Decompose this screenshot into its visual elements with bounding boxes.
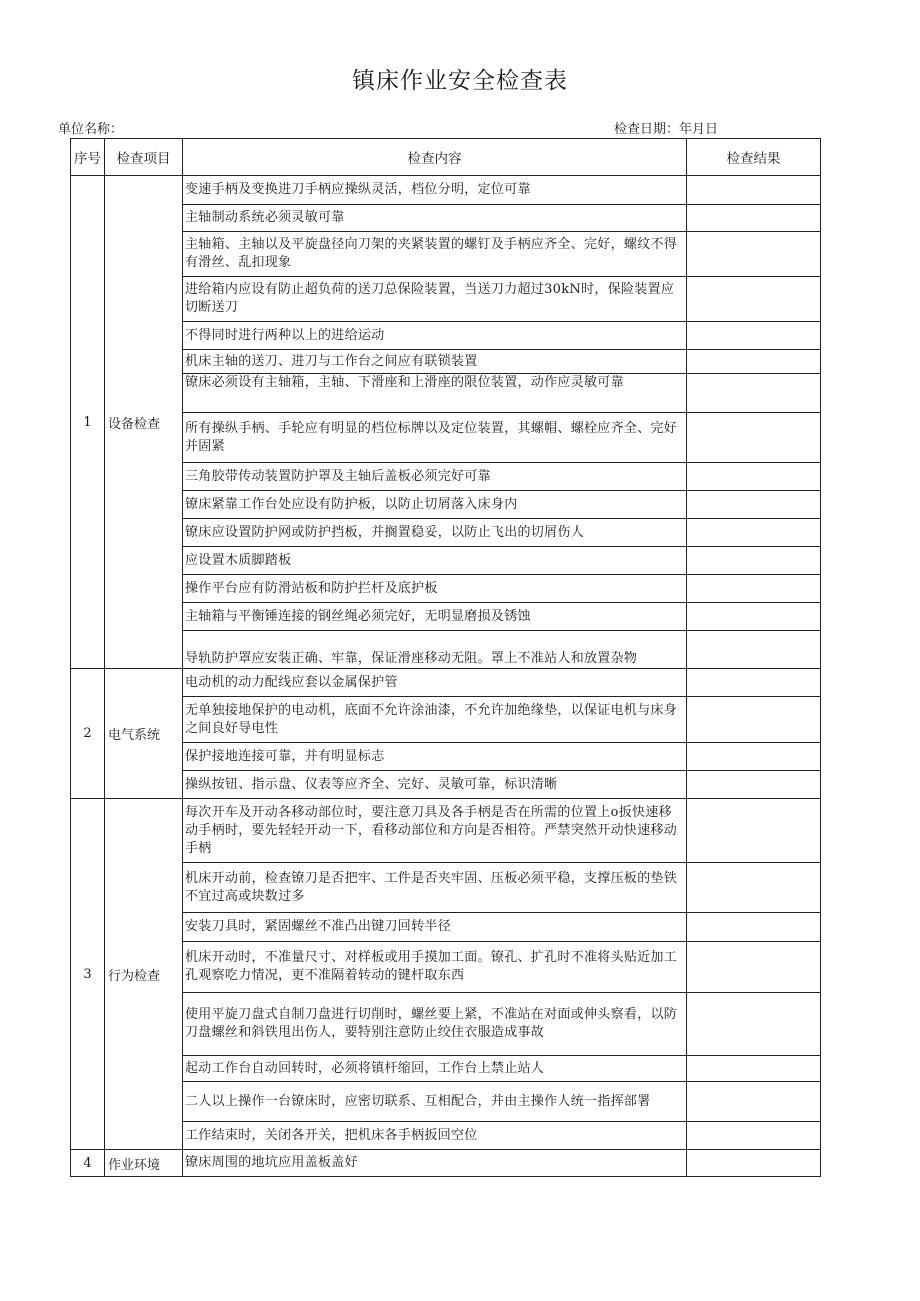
section-category: 电气系统 [105, 669, 183, 799]
result-cell[interactable] [687, 771, 821, 799]
result-cell[interactable] [687, 697, 821, 743]
result-cell[interactable] [687, 547, 821, 575]
table-row [71, 491, 821, 519]
check-content: 二人以上操作一台镣床时，应密切联系、互相配合，并由主操作人统一指挥部署 [183, 1082, 687, 1122]
result-cell[interactable] [687, 669, 821, 697]
check-content: 不得同时进行两种以上的进给运动 [183, 322, 687, 350]
check-content: 无单独接地保护的电动机，底面不允许涂油漆，不允许加绝缘垫，以保证电机与床身之间良好导电性 [183, 697, 687, 743]
result-cell[interactable] [687, 942, 821, 993]
table-row [71, 863, 821, 913]
result-cell[interactable] [687, 277, 821, 322]
table-row [71, 669, 821, 697]
result-cell[interactable] [687, 1150, 821, 1177]
result-cell[interactable] [687, 491, 821, 519]
check-content: 所有操纵手柄、手轮应有明显的档位标牌以及定位装置，其螺帽、螺栓应齐全、完好并固紧 [183, 413, 687, 463]
check-content: 保护接地连接可靠，并有明显标志 [183, 743, 687, 771]
result-cell[interactable] [687, 799, 821, 863]
table-row [71, 322, 821, 350]
check-content: 镣床应设置防护网或防护挡板，并搁置稳妥，以防止飞出的切屑伤人 [183, 519, 687, 547]
table-row [71, 1082, 821, 1122]
table-row [71, 1150, 821, 1177]
table-row [71, 413, 821, 463]
check-content: 操作平台应有防滑站板和防护拦杆及底护板 [183, 575, 687, 603]
section-number: 2 [71, 669, 105, 799]
table-row [71, 374, 821, 413]
result-cell[interactable] [687, 232, 821, 277]
header-item: 检查项目 [105, 139, 183, 176]
result-cell[interactable] [687, 205, 821, 232]
table-row [71, 631, 821, 669]
table-row [71, 205, 821, 232]
check-content: 电动机的动力配线应套以金属保护管 [183, 669, 687, 697]
section-category: 设备检查 [105, 176, 183, 669]
table-row [71, 799, 821, 863]
header-no: 序号 [71, 139, 105, 176]
check-content: 每次开车及开动各移动部位时，要注意刀具及各手柄是否在所需的位置上o扳快速移动手柄时，要先轻轻开动一下，看移动部位和方向是否相符。严禁突然开动快速移动手柄 [183, 799, 687, 863]
result-cell[interactable] [687, 1082, 821, 1122]
check-content: 主轴箱与平衡锤连接的钢丝绳必须完好，无明显磨损及锈蚀 [183, 603, 687, 631]
table-row [71, 697, 821, 743]
check-content: 主轴箱、主轴以及平旋盘径向刀架的夹紧装置的螺钉及手柄应齐全、完好，螺纹不得有滑丝、乱扣现象 [183, 232, 687, 277]
table-row [71, 771, 821, 799]
check-content: 工作结束时，关闭各开关，把机床各手柄扳回空位 [183, 1122, 687, 1150]
result-cell[interactable] [687, 913, 821, 942]
check-content: 三角胶带传动装置防护罩及主轴后盖板必须完好可靠 [183, 463, 687, 491]
result-cell[interactable] [687, 603, 821, 631]
check-content: 安装刀具时，紧固螺丝不准凸出键刀回转半径 [183, 913, 687, 942]
check-content: 镣床周围的地坑应用盖板盖好 [183, 1150, 687, 1177]
inspection-table [70, 138, 821, 1177]
check-content: 起动工作台自动回转时，必须将镇杆缩回，工作台上禁止站人 [183, 1056, 687, 1082]
table-row [71, 277, 821, 322]
check-content: 使用平旋刀盘式自制刀盘进行切削时，螺丝要上紧，不准站在对面或伸头察看，以防刀盘螺丝和斜铁甩出伤人，要特别注意防止绞住衣服造成事故 [183, 993, 687, 1056]
result-cell[interactable] [687, 463, 821, 491]
result-cell[interactable] [687, 743, 821, 771]
check-content: 操纵按钮、指示盘、仪表等应齐全、完好、灵敏可靠，标识清晰 [183, 771, 687, 799]
unit-name-label: 单位名称： [58, 122, 124, 137]
result-cell[interactable] [687, 575, 821, 603]
result-cell[interactable] [687, 176, 821, 205]
result-cell[interactable] [687, 322, 821, 350]
check-content: 导轨防护罩应安装正确、牢靠，保证滑座移动无阻。罩上不准站人和放置杂物 [183, 631, 687, 669]
check-content: 进给箱内应设有防止超负荷的送刀总保险装置，当送刀力超过30kN时，保险装置应切断送刀 [183, 277, 687, 322]
table-row [71, 942, 821, 993]
check-content: 应设置木质脚踏板 [183, 547, 687, 575]
table-row [71, 519, 821, 547]
result-cell[interactable] [687, 631, 821, 669]
section-category: 行为检查 [105, 799, 183, 1150]
check-content: 机床开动前，检查镣刀是否把牢、工件是否夹牢固、压板必须平稳，支撑压板的垫铁不宜过高或块数过多 [183, 863, 687, 913]
table-row [71, 463, 821, 491]
table-row [71, 1056, 821, 1082]
table-row [71, 547, 821, 575]
result-cell[interactable] [687, 863, 821, 913]
result-cell[interactable] [687, 993, 821, 1056]
table-row [71, 913, 821, 942]
table-row [71, 993, 821, 1056]
section-number: 4 [71, 1150, 105, 1177]
check-content: 主轴制动系统必须灵敏可靠 [183, 205, 687, 232]
table-row [71, 743, 821, 771]
check-content: 机床主轴的送刀、进刀与工作台之间应有联锁装置 [183, 350, 687, 374]
check-content: 镣床紧靠工作台处应设有防护板，以防止切屑落入床身内 [183, 491, 687, 519]
table-row [71, 575, 821, 603]
check-content: 变速手柄及变换进刀手柄应操纵灵活，档位分明，定位可靠 [183, 176, 687, 205]
inspection-date-label: 检查日期：年月日 [614, 122, 719, 137]
result-cell[interactable] [687, 413, 821, 463]
header-content: 检查内容 [183, 139, 687, 176]
table-row [71, 350, 821, 374]
section-category: 作业环境 [105, 1150, 183, 1177]
section-number: 3 [71, 799, 105, 1150]
result-cell[interactable] [687, 519, 821, 547]
result-cell[interactable] [687, 1122, 821, 1150]
page-title: 镇床作业安全检查表 [352, 68, 568, 94]
check-content: 机床开动时，不准量尺寸、对样板或用手摸加工面。镣孔、扩孔时不准将头贴近加工孔观察吃力情况，更不准隔着转动的键杆取东西 [183, 942, 687, 993]
check-content: 镣床必须设有主轴箱，主轴、下滑座和上滑座的限位装置，动作应灵敏可靠 [183, 374, 687, 413]
result-cell[interactable] [687, 350, 821, 374]
table-row [71, 603, 821, 631]
table-header-row [71, 139, 821, 176]
header-result: 检查结果 [687, 139, 821, 176]
result-cell[interactable] [687, 374, 821, 413]
table-row [71, 176, 821, 205]
table-row [71, 232, 821, 277]
table-row [71, 1122, 821, 1150]
result-cell[interactable] [687, 1056, 821, 1082]
section-number: 1 [71, 176, 105, 669]
